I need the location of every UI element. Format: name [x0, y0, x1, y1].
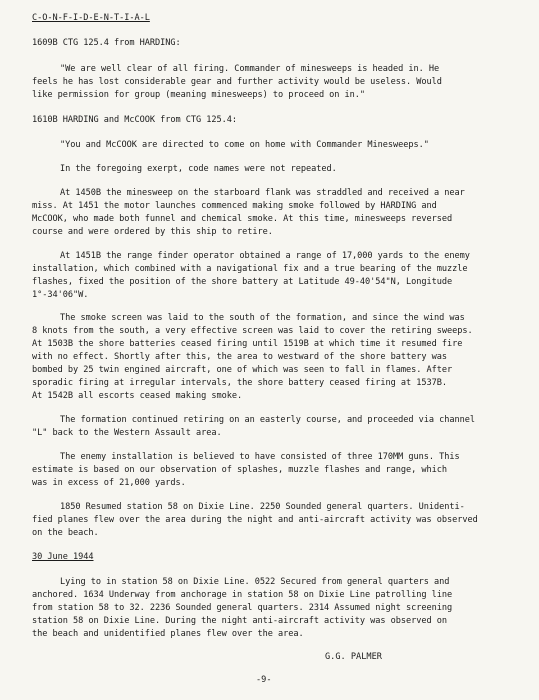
signature: G.G. PALMER: [325, 652, 382, 662]
paragraph-line: At 1503B the shore batteries ceased firing until 1519B at which time it resumed fire: [32, 339, 463, 349]
paragraph-line: installation, which combined with a navigational fix and a true bearing of the muzzle: [32, 264, 468, 274]
quote-line: feels he has lost considerable gear and further activity would be useless. Would: [32, 77, 442, 87]
paragraph-line: fied planes flew over the area during the night and anti-aircraft activity was observed: [32, 515, 478, 525]
date-heading: 30 June 1944: [32, 552, 94, 562]
quote-line: "You and McCOOK are directed to come on home with Commander Minesweeps.": [60, 140, 429, 150]
paragraph-line: from station 58 to 32. 2236 Sounded general quarters. 2314 Assumed night screening: [32, 603, 453, 613]
paragraph-line: the beach and unidentified planes flew over the area.: [32, 629, 304, 639]
quote-line: like permission for group (meaning minesweeps) to proceed on in.": [32, 90, 366, 100]
paragraph-line: with no effect. Shortly after this, the area to westward of the shore battery was: [32, 352, 448, 362]
paragraph-line: course and were ordered by this ship to retire.: [32, 227, 273, 237]
paragraph-line: on the beach.: [32, 528, 99, 538]
paragraph-line: McCOOK, who made both funnel and chemical smoke. At this time, minesweeps reversed: [32, 214, 453, 224]
paragraph-line: The formation continued retiring on an easterly course, and proceeded via channel: [60, 415, 476, 425]
paragraph-line: Lying to in station 58 on Dixie Line. 0522 Secured from general quarters and: [60, 577, 450, 587]
quote-line: "We are well clear of all firing. Commander of minesweeps is headed in. He: [60, 64, 440, 74]
paragraph-line: 1850 Resumed station 58 on Dixie Line. 2250 Sounded general quarters. Unidenti-: [60, 502, 465, 512]
paragraph-line: The smoke screen was laid to the south of the formation, and since the wind was: [60, 313, 465, 323]
paragraph-line: flashes, fixed the position of the shore battery at Latitude 49-40'54"N, Longitude: [32, 277, 453, 287]
paragraph-line: bombed by 25 twin engined aircraft, one of which was seen to fall in flames. After: [32, 365, 453, 375]
paragraph-line: "L" back to the Western Assault area.: [32, 428, 222, 438]
message-heading: 1610B HARDING and McCOOK from CTG 125.4:: [32, 115, 237, 125]
classification-header: C-O-N-F-I-D-E-N-T-I-A-L: [32, 13, 150, 23]
paragraph-line: 8 knots from the south, a very effective screen was laid to cover the retiring sweeps.: [32, 326, 473, 336]
paragraph-line: was in excess of 21,000 yards.: [32, 478, 186, 488]
paragraph-line: At 1450B the minesweep on the starboard flank was straddled and received a near: [60, 188, 465, 198]
paragraph-line: station 58 on Dixie Line. During the night anti-aircraft activity was observed on: [32, 616, 448, 626]
paragraph-line: At 1451B the range finder operator obtained a range of 17,000 yards to the enemy: [60, 251, 470, 261]
paragraph-line: estimate is based on our observation of splashes, muzzle flashes and range, which: [32, 465, 448, 475]
paragraph-line: The enemy installation is believed to have consisted of three 170MM guns. This: [60, 452, 460, 462]
paragraph-line: anchored. 1634 Underway from anchorage in station 58 on Dixie Line patrolling line: [32, 590, 453, 600]
paragraph-line: sporadic firing at irregular intervals, the shore battery ceased firing at 1537B.: [32, 378, 448, 388]
message-heading: 1609B CTG 125.4 from HARDING:: [32, 38, 181, 48]
paragraph-line: At 1542B all escorts ceased making smoke.: [32, 391, 243, 401]
page-number: -9-: [256, 675, 272, 685]
paragraph-line: In the foregoing exerpt, code names were not repeated.: [60, 164, 337, 174]
paragraph-line: 1°-34'06"W.: [32, 290, 89, 300]
paragraph-line: miss. At 1451 the motor launches commenced making smoke followed by HARDING and: [32, 201, 437, 211]
